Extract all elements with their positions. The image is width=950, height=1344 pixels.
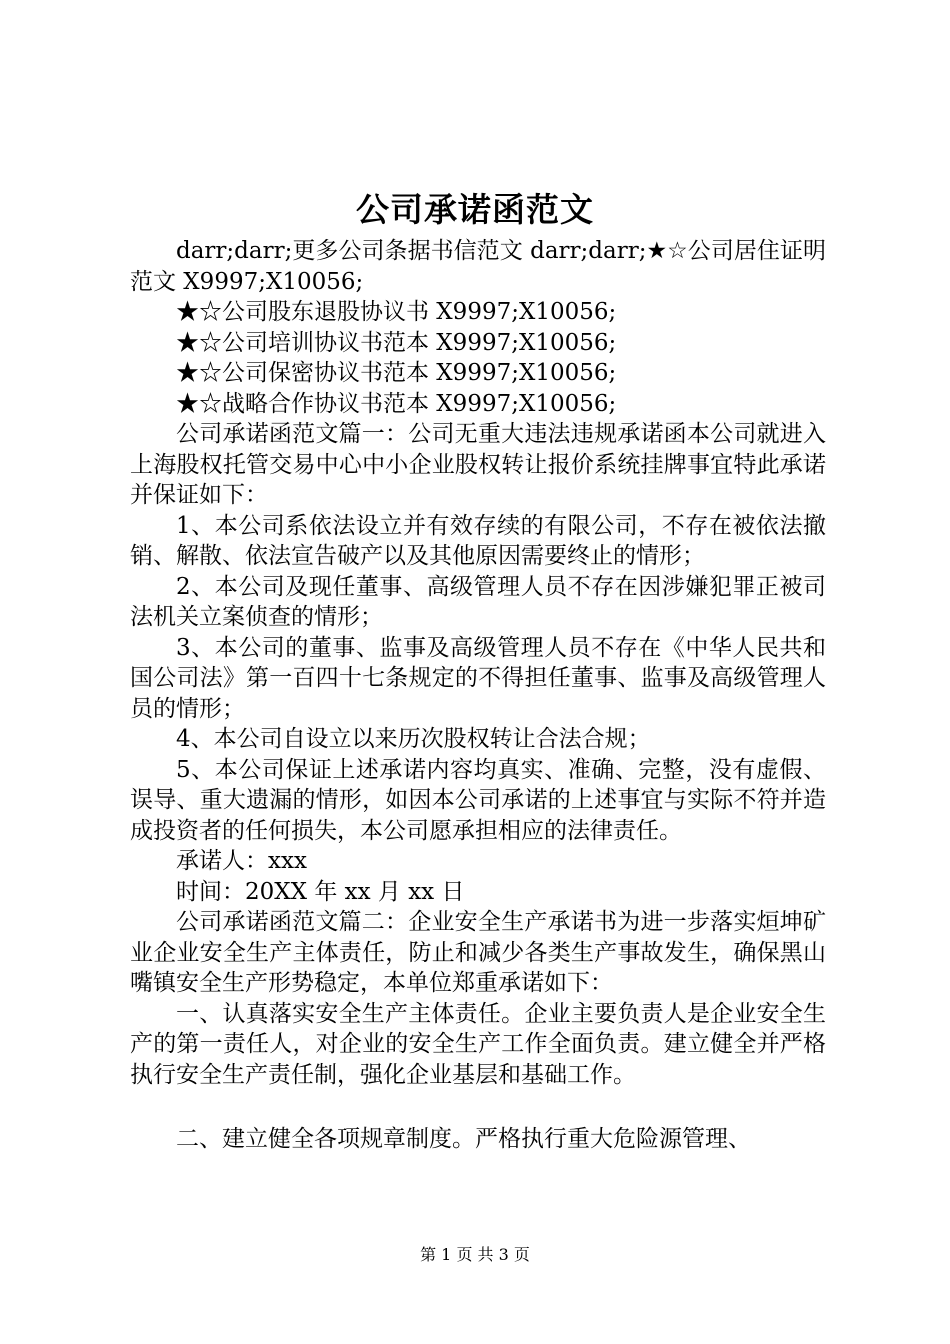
paragraph-item-5: 5、本公司保证上述承诺内容均真实、准确、完整，没有虚假、误导、重大遗漏的情形，如因本公司承诺的上述事宜与实际不符并造成投资者的任何损失，本公司愿承担相应的法律责任。 bbox=[130, 756, 826, 844]
paragraph-link-training: ★☆公司培训协议书范本 X9997;X10056; bbox=[176, 329, 617, 356]
paragraph-date: 时间：20XX 年 xx 月 xx 日 bbox=[176, 878, 465, 905]
page-number-footer: 第 1 页 共 3 页 bbox=[420, 1245, 530, 1264]
document-body bbox=[130, 236, 826, 1155]
paragraph-item-3: 3、本公司的董事、监事及高级管理人员不存在《中华人民共和国公司法》第一百四十七条规定的不得担任董事、监事及高级管理人员的情形； bbox=[130, 634, 826, 722]
paragraph-gap bbox=[130, 1090, 826, 1124]
paragraph-item-1: 1、本公司系依法设立并有效存续的有限公司，不存在被依法撤销、解散、依法宣告破产以及其他原因需要终止的情形； bbox=[130, 512, 826, 569]
paragraph-item-2: 2、本公司及现任董事、高级管理人员不存在因涉嫌犯罪正被司法机关立案侦查的情形； bbox=[130, 573, 826, 630]
paragraph-section-one: 一、认真落实安全生产主体责任。企业主要负责人是企业安全生产的第一责任人，对企业的安全生产工作全面负责。建立健全并严格执行安全生产责任制，强化企业基层和基础工作。 bbox=[130, 1000, 826, 1088]
paragraph-sample-one-intro: 公司承诺函范文篇一：公司无重大违法违规承诺函本公司就进入上海股权托管交易中心中小企业股权转让报价系统挂牌事宜特此承诺并保证如下： bbox=[130, 421, 826, 508]
paragraph-section-two: 二、建立健全各项规章制度。严格执行重大危险源管理、 bbox=[176, 1126, 751, 1152]
paragraph-link-strategic: ★☆战略合作协议书范本 X9997;X10056; bbox=[176, 390, 617, 417]
paragraph-sample-two-intro: 公司承诺函范文篇二：企业安全生产承诺书为进一步落实烜坤矿业企业安全生产主体责任，防止和减少各类生产事故发生，确保黑山嘴镇安全生产形势稳定，本单位郑重承诺如下： bbox=[130, 909, 826, 996]
paragraph-links-intro: darr;darr;更多公司条据书信范文 darr;darr;★☆公司居住证明范文 X9997;X10056; bbox=[130, 238, 826, 295]
paragraph-link-shareholder: ★☆公司股东退股协议书 X9997;X10056; bbox=[176, 299, 617, 325]
paragraph-link-confidentiality: ★☆公司保密协议书范本 X9997;X10056; bbox=[176, 360, 617, 386]
document-title: 公司承诺函范文 bbox=[356, 190, 594, 229]
paragraph-promisor: 承诺人：xxx bbox=[176, 848, 307, 874]
paragraph-item-4: 4、本公司自设立以来历次股权转让合法合规； bbox=[176, 726, 651, 752]
